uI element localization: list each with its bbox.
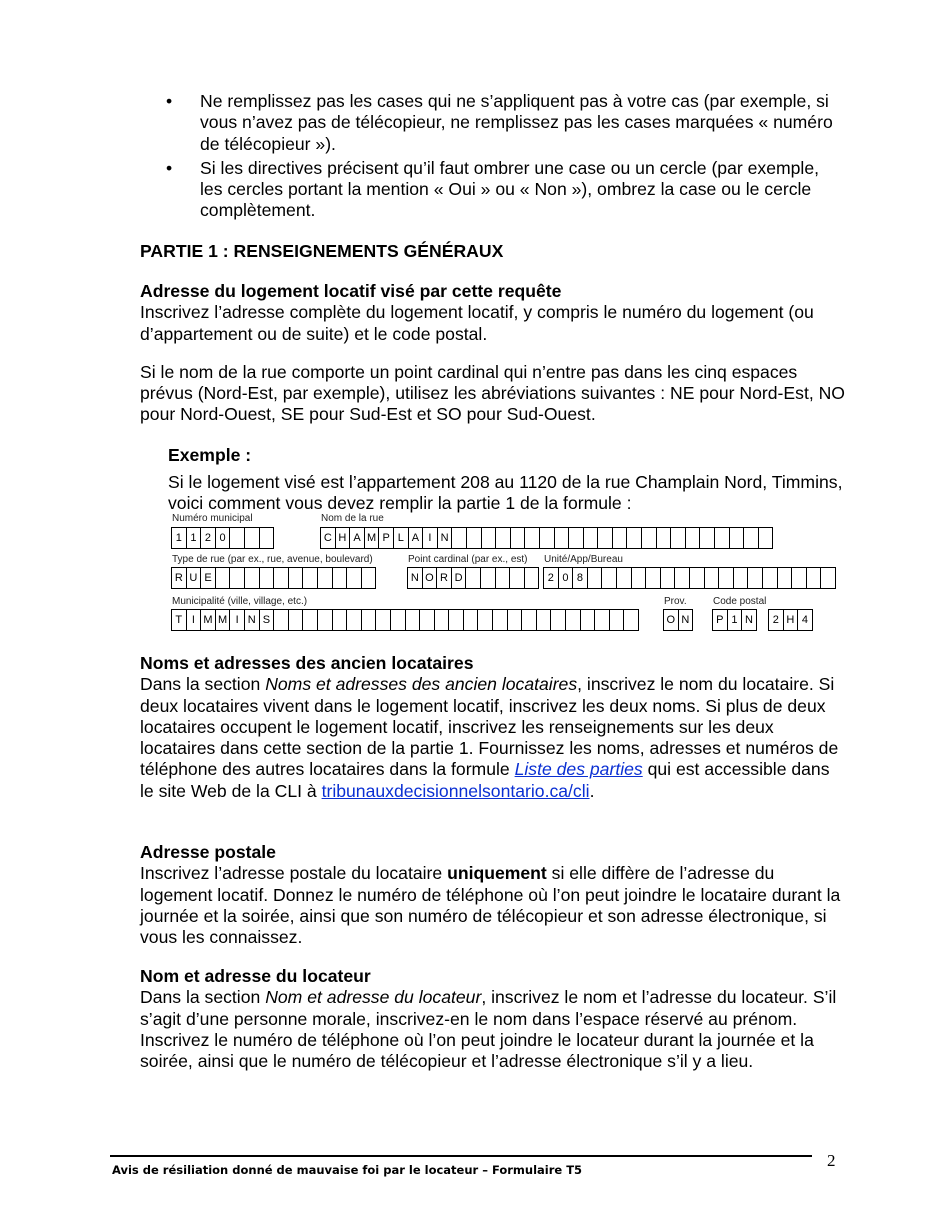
char-box: D: [452, 567, 467, 589]
char-box: [452, 527, 467, 549]
char-box: [362, 567, 377, 589]
char-box: [391, 609, 406, 631]
char-box: [260, 527, 275, 549]
direction-boxes: [407, 567, 539, 589]
char-box: [289, 609, 304, 631]
char-box: [598, 527, 613, 549]
former-tenants-section: [140, 653, 845, 802]
char-box: E: [201, 567, 216, 589]
label-street-number: Numéro municipal: [172, 513, 253, 524]
char-box: R: [437, 567, 452, 589]
char-box: 2: [769, 609, 784, 631]
char-box: [467, 527, 482, 549]
char-box: [303, 567, 318, 589]
char-box: [230, 567, 245, 589]
char-box: [690, 567, 705, 589]
char-box: [646, 567, 661, 589]
label-street-name: Nom de la rue: [321, 513, 384, 524]
char-box: C: [321, 527, 336, 549]
former-tenants-heading: Noms et adresses des ancien locataires: [140, 653, 474, 673]
char-box: [333, 567, 348, 589]
char-box: [522, 609, 537, 631]
example-text: Si le logement visé est l’appartement 208 au 1120 de la rue Champlain Nord, Timmins, voici comment vous devez remplir la partie 1 de la formule :: [168, 472, 843, 514]
char-box: [792, 567, 807, 589]
char-box: [588, 567, 603, 589]
landlord-heading: Nom et adresse du locateur: [140, 966, 371, 986]
char-box: [449, 609, 464, 631]
char-box: [595, 609, 610, 631]
address-para1: Inscrivez l’adresse complète du logement locatif, y compris le numéro du logement (ou d’appartement ou de suite) et le code postal.: [140, 302, 814, 344]
char-box: [569, 527, 584, 549]
char-box: [230, 527, 245, 549]
char-box: [318, 609, 333, 631]
char-box: [493, 609, 508, 631]
char-box: [496, 527, 511, 549]
bullet-icon: •: [166, 91, 173, 111]
char-box: [482, 527, 497, 549]
char-box: P: [379, 527, 394, 549]
char-box: 1: [728, 609, 743, 631]
char-box: H: [784, 609, 799, 631]
char-box: [613, 527, 628, 549]
char-box: [376, 609, 391, 631]
char-box: N: [679, 609, 694, 631]
char-box: [624, 609, 639, 631]
bullet-icon: •: [166, 157, 173, 178]
char-box: U: [187, 567, 202, 589]
char-box: 2: [201, 527, 216, 549]
char-box: [610, 609, 625, 631]
char-box: R: [172, 567, 187, 589]
char-box: 0: [216, 527, 231, 549]
char-box: [807, 567, 822, 589]
address-heading: Adresse du logement locatif visé par cette requête: [140, 281, 562, 301]
char-box: M: [216, 609, 231, 631]
footer-title: Avis de résiliation donné de mauvaise foi par le locateur – Formulaire T5: [112, 1163, 583, 1177]
char-box: [508, 609, 523, 631]
char-box: [274, 567, 289, 589]
char-box: M: [201, 609, 216, 631]
ltb-website-link[interactable]: tribunauxdecisionnelsontario.ca/cli: [321, 780, 590, 801]
mailing-address-section: [140, 842, 845, 948]
char-box: [657, 527, 672, 549]
landlord-text: Dans la section Nom et adresse du locateur, inscrivez le nom et l’adresse du locateur. S’il s’agit d’une personne morale, inscrivez-en le nom dans l’espace réservé au prénom. Inscrivez le numéro de téléphone où l’on peut joindre le locateur durant la journée et la soirée, ainsi que le numéro de télécopieur et l’adresse électronique s’il y a lieu.: [140, 987, 837, 1072]
street-name-boxes: [320, 527, 773, 549]
char-box: [511, 527, 526, 549]
municipality-boxes: [171, 609, 639, 631]
char-box: [347, 567, 362, 589]
address-para2: Si le nom de la rue comporte un point cardinal qui n’entre pas dans les cinq espaces prévus (Nord-Est, par exemple), utilisez les abréviations suivantes : NE pour Nord-Est, NO pour Nord-Ouest, SE pour Sud-Est et SO pour Sud-Ouest.: [140, 361, 845, 425]
char-box: [617, 567, 632, 589]
char-box: [763, 567, 778, 589]
char-box: [566, 609, 581, 631]
char-box: [318, 567, 333, 589]
char-box: I: [423, 527, 438, 549]
char-box: [555, 527, 570, 549]
char-box: 1: [187, 527, 202, 549]
char-box: [715, 527, 730, 549]
example-title: Exemple :: [168, 445, 252, 465]
char-box: 8: [573, 567, 588, 589]
bullet-text: Si les directives précisent qu’il faut ombrer une case ou un cercle (par exemple, les cercles portant la mention « Oui » ou « Non »), ombrez la case ou le cercle complètement.: [200, 157, 820, 221]
char-box: [705, 567, 720, 589]
char-box: [420, 609, 435, 631]
char-box: [478, 609, 493, 631]
char-box: N: [438, 527, 453, 549]
char-box: I: [230, 609, 245, 631]
char-box: S: [260, 609, 275, 631]
postal-code-boxes-b: [768, 609, 813, 631]
label-direction: Point cardinal (par ex., est): [408, 554, 528, 565]
char-box: [748, 567, 763, 589]
char-box: [260, 567, 275, 589]
char-box: [245, 527, 260, 549]
char-box: [496, 567, 511, 589]
street-number-boxes: [171, 527, 274, 549]
char-box: [632, 567, 647, 589]
char-box: [734, 567, 749, 589]
char-box: [333, 609, 348, 631]
char-box: I: [187, 609, 202, 631]
char-box: N: [408, 567, 423, 589]
char-box: [406, 609, 421, 631]
char-box: [347, 609, 362, 631]
char-box: [602, 567, 617, 589]
char-box: O: [423, 567, 438, 589]
char-box: [744, 527, 759, 549]
bullet-text: Ne remplissez pas les cases qui ne s’appliquent pas à votre cas (par exemple, si vous n’avez pas de télécopieur, ne remplissez pas les cases marquées « numéro de télécopieur »).: [200, 91, 833, 154]
bullet-item: [140, 158, 845, 222]
unit-boxes: [543, 567, 836, 589]
char-box: [362, 609, 377, 631]
char-box: [719, 567, 734, 589]
char-box: [551, 609, 566, 631]
char-box: M: [365, 527, 380, 549]
char-box: [289, 567, 304, 589]
char-box: [642, 527, 657, 549]
label-unit: Unité/App/Bureau: [544, 554, 623, 565]
char-box: T: [172, 609, 187, 631]
char-box: [686, 527, 701, 549]
address-section: [140, 281, 845, 426]
char-box: [216, 567, 231, 589]
char-box: 1: [172, 527, 187, 549]
char-box: [466, 567, 481, 589]
char-box: L: [394, 527, 409, 549]
mailing-address-text: Inscrivez l’adresse postale du locataire uniquement si elle diffère de l’adresse du logement locatif. Donnez le numéro de téléphone où l’on peut joindre le locataire durant la journée et la soirée, ainsi que son numéro de télécopieur et son adresse électronique, si vous les connaissez.: [140, 863, 841, 948]
char-box: [581, 609, 596, 631]
province-boxes: [663, 609, 693, 631]
char-box: [274, 609, 289, 631]
label-street-type: Type de rue (par ex., rue, avenue, boulevard): [172, 554, 373, 565]
char-box: [671, 527, 686, 549]
char-box: A: [409, 527, 424, 549]
char-box: H: [336, 527, 351, 549]
char-box: A: [350, 527, 365, 549]
street-type-boxes: [171, 567, 376, 589]
instruction-bullets: [140, 91, 845, 225]
footer-rule: [110, 1155, 812, 1157]
char-box: [245, 567, 260, 589]
char-box: [510, 567, 525, 589]
char-box: [675, 567, 690, 589]
label-postal-code: Code postal: [713, 596, 767, 607]
char-box: [759, 527, 774, 549]
char-box: [435, 609, 450, 631]
char-box: [661, 567, 676, 589]
postal-code-boxes-a: [712, 609, 757, 631]
char-box: 4: [798, 609, 813, 631]
char-box: 0: [559, 567, 574, 589]
part1-heading: PARTIE 1 : RENSEIGNEMENTS GÉNÉRAUX: [140, 241, 504, 261]
char-box: [584, 527, 599, 549]
page-number: 2: [827, 1151, 836, 1170]
char-box: [627, 527, 642, 549]
label-province: Prov.: [664, 596, 687, 607]
char-box: 2: [544, 567, 559, 589]
char-box: N: [742, 609, 757, 631]
char-box: O: [664, 609, 679, 631]
char-box: [700, 527, 715, 549]
label-municipality: Municipalité (ville, village, etc.): [172, 596, 308, 607]
mailing-address-heading: Adresse postale: [140, 842, 276, 862]
char-box: N: [245, 609, 260, 631]
landlord-section: [140, 966, 845, 1072]
former-tenants-text: Dans la section Noms et adresses des ancien locataires, inscrivez le nom du locataire. Si deux locataires vivent dans le logement locatif, inscrivez les deux noms. Si plus de deux locataires occupent le logement locatif, inscrivez les renseignements sur les deux locataires dans cette section de la partie 1. Fournissez les noms, adresses et numéros de téléphone des autres locataires dans la formule Liste des parties qui est accessible dans le site Web de la CLI à tribunauxdecisionnelsontario.ca/cli.: [140, 674, 839, 801]
char-box: [303, 609, 318, 631]
char-box: [821, 567, 836, 589]
bullet-item: [140, 91, 845, 155]
char-box: [464, 609, 479, 631]
char-box: [525, 527, 540, 549]
char-box: [540, 527, 555, 549]
char-box: [525, 567, 540, 589]
char-box: [730, 527, 745, 549]
char-box: P: [713, 609, 728, 631]
char-box: [537, 609, 552, 631]
list-of-parties-link[interactable]: Liste des parties: [514, 759, 643, 780]
char-box: [481, 567, 496, 589]
char-box: [778, 567, 793, 589]
